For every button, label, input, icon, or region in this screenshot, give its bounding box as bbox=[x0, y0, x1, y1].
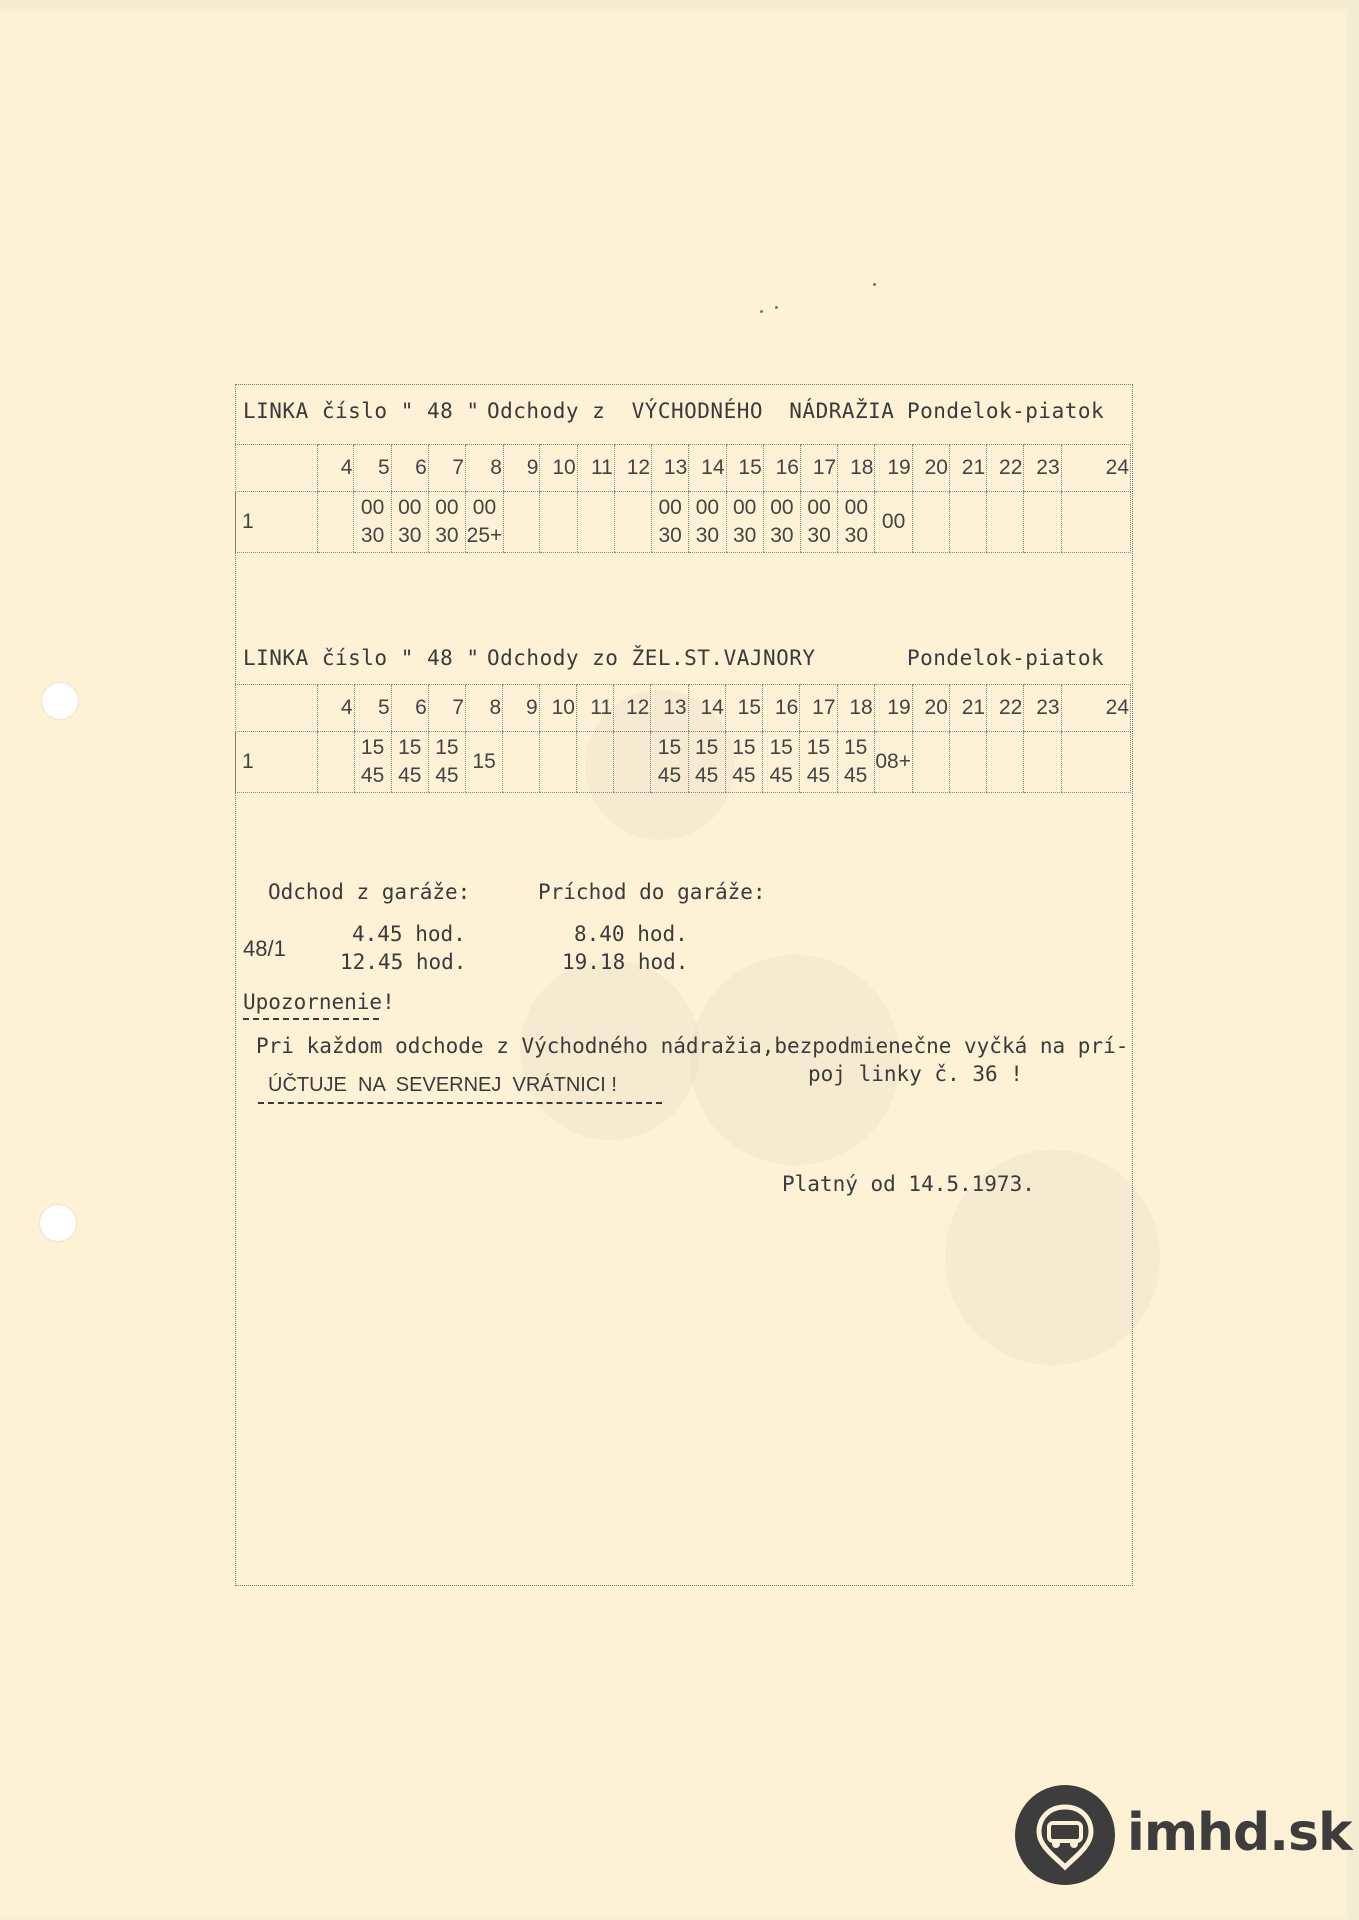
hour-cell: 20 bbox=[912, 445, 949, 492]
minute-cell: 00 30 bbox=[689, 492, 726, 553]
hour-cell: 21 bbox=[949, 685, 986, 732]
speck bbox=[873, 283, 876, 286]
speck bbox=[775, 306, 778, 309]
minute-cell bbox=[1024, 732, 1061, 793]
minute-cell: 15 45 bbox=[354, 732, 391, 793]
garage-row-label: 48/1 bbox=[243, 936, 286, 961]
hour-cell: 19 bbox=[875, 445, 912, 492]
hour-cell: 22 bbox=[987, 445, 1024, 492]
hour-cell: 4 bbox=[317, 685, 354, 732]
hour-cell: 14 bbox=[688, 685, 725, 732]
minute-cell: 00 30 bbox=[726, 492, 763, 553]
minutes-row bbox=[236, 492, 1131, 553]
hour-cell: 16 bbox=[763, 445, 800, 492]
hour-cell: 8 bbox=[466, 445, 504, 492]
minute-cell: 00 bbox=[875, 492, 912, 553]
hour-cell: 17 bbox=[800, 445, 837, 492]
minute-cell: 15 45 bbox=[391, 732, 428, 793]
minute-cell: 15 45 bbox=[428, 732, 465, 793]
minute-cell bbox=[949, 492, 986, 553]
imhd-logo-text: imhd.sk bbox=[1127, 1803, 1352, 1863]
hour-cell: 15 bbox=[725, 685, 762, 732]
hour-cell: 18 bbox=[838, 445, 875, 492]
garage-departure-header: Odchod z garáže: bbox=[268, 880, 471, 904]
minute-cell: 00 30 bbox=[428, 492, 465, 553]
notice-stamp-underline bbox=[258, 1102, 662, 1104]
hour-cell: 22 bbox=[987, 685, 1024, 732]
row-label: 1 bbox=[236, 732, 318, 793]
hour-cell: 8 bbox=[466, 685, 503, 732]
hour-cell: 24 bbox=[1061, 445, 1130, 492]
hour-cell: 5 bbox=[354, 445, 391, 492]
minute-cell bbox=[317, 492, 354, 553]
minute-cell bbox=[614, 492, 651, 553]
garage-departure-2: 12.45 hod. bbox=[340, 950, 467, 974]
minute-cell bbox=[912, 732, 949, 793]
hour-cell: 24 bbox=[1061, 685, 1130, 732]
timetable-1-direction: Odchody z VÝCHODNÉHO NÁDRAŽIA bbox=[487, 399, 895, 423]
hour-cell: 18 bbox=[837, 685, 874, 732]
timetable-2-grid bbox=[235, 684, 1131, 793]
garage-arrival-header: Príchod do garáže: bbox=[538, 880, 766, 904]
minute-cell: 15 45 bbox=[725, 732, 762, 793]
hour-cell: 13 bbox=[651, 685, 688, 732]
timetable-1-grid bbox=[235, 444, 1131, 553]
hour-cell: 4 bbox=[317, 445, 354, 492]
row-label: 1 bbox=[236, 492, 318, 553]
minute-cell: 15 45 bbox=[800, 732, 837, 793]
notice-heading: Upozornenie! bbox=[243, 990, 395, 1014]
minute-cell bbox=[1061, 492, 1130, 553]
minute-cell bbox=[614, 732, 651, 793]
hour-cell: 16 bbox=[763, 685, 800, 732]
hour-cell: 11 bbox=[576, 685, 613, 732]
minute-cell bbox=[949, 732, 986, 793]
minute-cell: 00 30 bbox=[800, 492, 837, 553]
hour-cell: 10 bbox=[540, 445, 577, 492]
minutes-row bbox=[236, 732, 1131, 793]
minute-cell bbox=[540, 492, 577, 553]
hour-cell: 9 bbox=[503, 445, 540, 492]
minute-cell: 15 45 bbox=[651, 732, 688, 793]
hour-cell: 5 bbox=[354, 685, 391, 732]
minute-cell: 00 30 bbox=[838, 492, 875, 553]
timetable-1 bbox=[235, 384, 1131, 554]
punch-hole-top bbox=[42, 683, 78, 719]
hour-cell: 23 bbox=[1024, 445, 1061, 492]
notice-line-2: poj linky č. 36 ! bbox=[808, 1062, 1023, 1086]
minute-cell bbox=[987, 732, 1024, 793]
garage-arrival-1: 8.40 hod. bbox=[574, 922, 688, 946]
document-frame bbox=[235, 384, 1133, 1586]
minute-cell: 00 30 bbox=[354, 492, 391, 553]
imhd-bus-pin-icon bbox=[1015, 1785, 1115, 1885]
garage-departure-1: 4.45 hod. bbox=[352, 922, 466, 946]
timetable-1-line: LINKA číslo " 48 " bbox=[243, 399, 480, 423]
minute-cell: 15 45 bbox=[763, 732, 800, 793]
timetable-2-days: Pondelok-piatok bbox=[907, 646, 1105, 670]
hour-cell: 23 bbox=[1024, 685, 1061, 732]
minute-cell bbox=[539, 732, 576, 793]
punch-hole-bottom bbox=[40, 1205, 76, 1241]
minute-cell: 08+ bbox=[874, 732, 912, 793]
hour-cell: 7 bbox=[428, 685, 465, 732]
notice-line-1: Pri každom odchode z Východného nádražia,bezpodmienečne vyčká na prí- bbox=[256, 1034, 1129, 1058]
timetable-2-line: LINKA číslo " 48 " bbox=[243, 646, 480, 670]
validity-date: Platný od 14.5.1973. bbox=[782, 1172, 1035, 1196]
hour-cell: 9 bbox=[503, 685, 540, 732]
speck bbox=[760, 310, 763, 313]
minute-cell bbox=[987, 492, 1024, 553]
hour-cell: 12 bbox=[614, 445, 651, 492]
hour-cell: 17 bbox=[800, 685, 837, 732]
hours-row bbox=[236, 685, 1131, 732]
hour-cell: 21 bbox=[949, 445, 986, 492]
notice-heading-underline bbox=[243, 1018, 379, 1020]
minute-cell: 00 30 bbox=[391, 492, 428, 553]
minute-cell: 15 45 bbox=[688, 732, 725, 793]
minute-cell bbox=[1024, 492, 1061, 553]
hour-cell: 6 bbox=[391, 445, 428, 492]
hour-cell: 15 bbox=[726, 445, 763, 492]
minute-cell: 00 30 bbox=[652, 492, 689, 553]
imhd-logo bbox=[1015, 1785, 1352, 1889]
timetable-2-direction: Odchody zo ŽEL.ST.VAJNORY bbox=[487, 646, 816, 670]
minute-cell bbox=[503, 492, 540, 553]
hour-cell: 20 bbox=[912, 685, 949, 732]
timetable-2 bbox=[235, 634, 1131, 804]
hour-cell: 13 bbox=[652, 445, 689, 492]
hour-cell: 7 bbox=[428, 445, 465, 492]
hour-cell: 10 bbox=[539, 685, 576, 732]
minute-cell bbox=[577, 492, 614, 553]
minute-cell: 00 30 bbox=[763, 492, 800, 553]
hours-row bbox=[236, 445, 1131, 492]
hour-cell: 11 bbox=[577, 445, 614, 492]
minute-cell bbox=[1061, 732, 1130, 793]
garage-arrival-2: 19.18 hod. bbox=[562, 950, 689, 974]
minute-cell bbox=[503, 732, 540, 793]
hour-cell: 6 bbox=[391, 685, 428, 732]
minute-cell: 15 45 bbox=[837, 732, 874, 793]
hour-cell: 14 bbox=[689, 445, 726, 492]
minute-cell bbox=[912, 492, 949, 553]
hour-cell: 12 bbox=[614, 685, 651, 732]
timetable-1-days: Pondelok-piatok bbox=[907, 399, 1105, 423]
notice-stamp: ÚČTUJE NA SEVERNEJ VRÁTNICI ! bbox=[268, 1074, 617, 1096]
minute-cell: 00 25+ bbox=[466, 492, 504, 553]
hours-row-label bbox=[236, 445, 318, 492]
minute-cell: 15 bbox=[466, 732, 503, 793]
minute-cell bbox=[317, 732, 354, 793]
minute-cell bbox=[576, 732, 613, 793]
hours-row-label bbox=[236, 685, 318, 732]
hour-cell: 19 bbox=[874, 685, 912, 732]
